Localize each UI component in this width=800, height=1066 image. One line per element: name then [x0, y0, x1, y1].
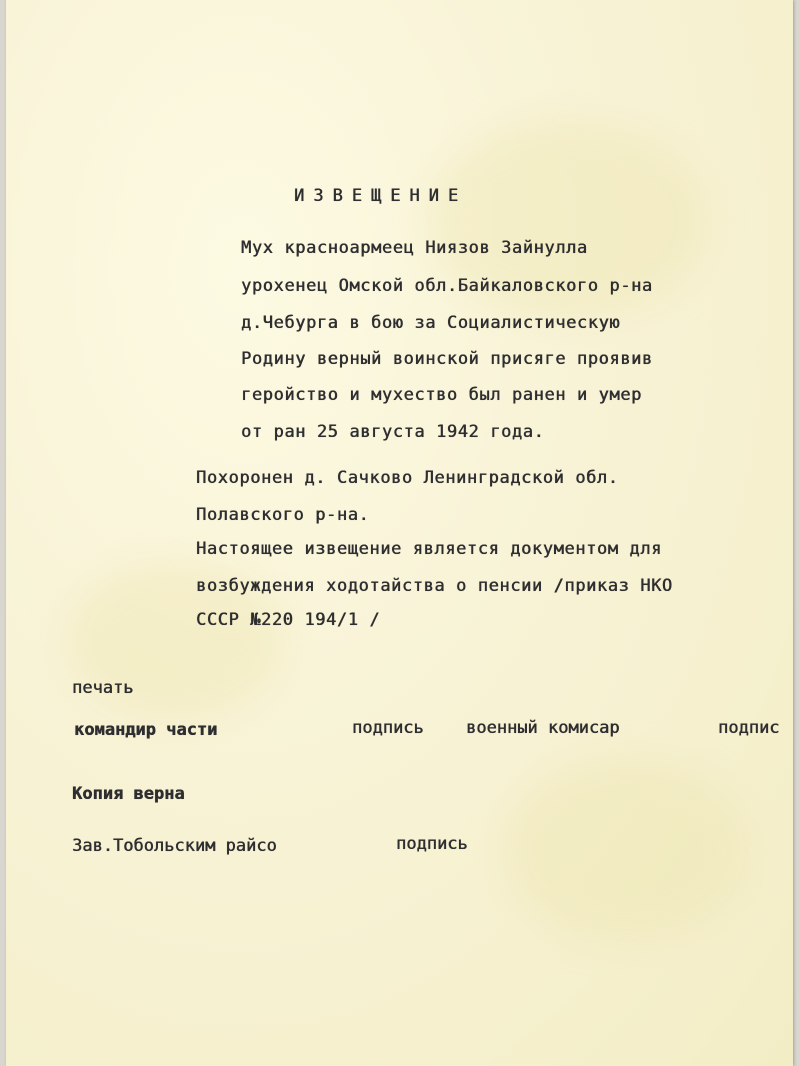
- notice-line: от ран 25 августа 1942 года.: [241, 422, 545, 442]
- notice-line: геройство и мухество был ранен и умер: [241, 385, 642, 405]
- burial-line: Полавского р-на.: [196, 505, 370, 525]
- notice-line: д.Чебурга в бою за Социалистическую: [241, 313, 621, 333]
- document-title: ИЗВЕЩЕНИЕ: [294, 186, 468, 206]
- stamp-label: печать: [72, 678, 134, 698]
- notice-line: Родину верный воинской присяге проявив: [241, 349, 653, 369]
- burial-line: Похоронен д. Сачково Ленинградской обл.: [196, 468, 619, 488]
- pension-line: Настоящее извещение является документом для: [196, 539, 662, 559]
- commander-label: командир части: [74, 720, 218, 740]
- pension-line: СССР №220 194/1 /: [196, 610, 381, 630]
- commissar-label: военный комисар: [466, 718, 620, 738]
- pension-line: возбуждения ходотайства о пенсии /приказ НКО: [196, 576, 673, 596]
- signature-label: подпись: [352, 718, 424, 738]
- copy-verified-label: Копия верна: [72, 784, 185, 804]
- document-page: [6, 0, 793, 1066]
- footer-signature-label: подпись: [396, 834, 468, 854]
- paper-stain: [506, 760, 746, 940]
- notice-line: Мух красноармеец Ниязов Зайнулла: [241, 238, 588, 258]
- signature-label: подпис: [718, 718, 780, 738]
- notice-line: урохенец Омской обл.Байкаловского р-на: [241, 276, 653, 296]
- footer-head-label: Зав.Тобольским райсо: [72, 836, 277, 856]
